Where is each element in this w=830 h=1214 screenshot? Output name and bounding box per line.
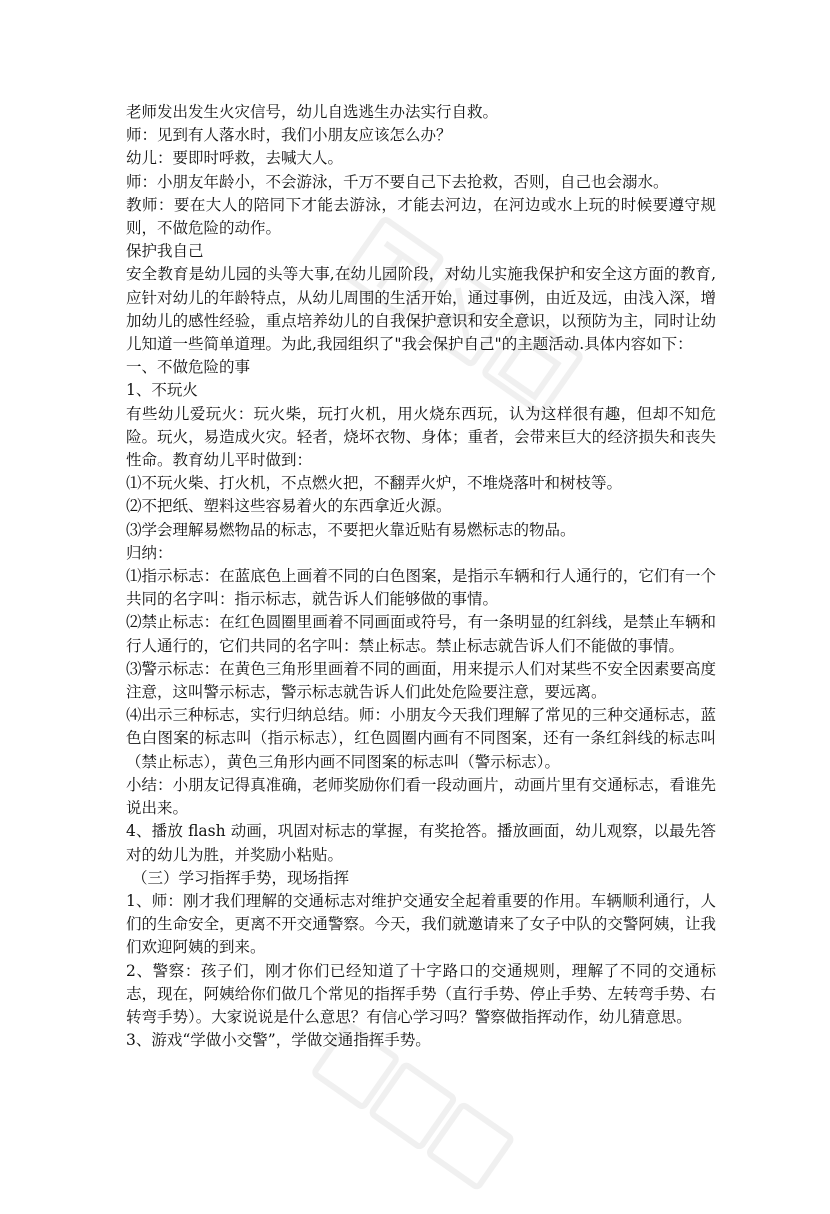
list-item: ⑶学会理解易燃物品的标志，不要把火靠近贴有易燃标志的物品。 [126,520,576,539]
list-item: ⑷出示三种标志，实行归纳总结。师：小朋友今天我们理解了常见的三种交通标志，蓝色白图案的标志叫（指示标志），红色圆圈内画有不同图案，还有一条红斜线的标志叫（禁止标志），黄色三角形内画不同图案的标志叫（警示标志）。 [126,706,716,771]
paragraph: 1、师：刚才我们理解的交通标志对维护交通安全起着重要的作用。车辆顺利通行，人们的生命安全，更离不开交通警察。今天，我们就邀请来了女子中队的交警阿姨，让我们欢迎阿姨的到来。 [126,891,716,957]
paragraph: 3、游戏“学做小交警”，学做交通指挥手势。 [126,1031,431,1050]
paragraph: 归纳： [126,543,173,562]
paragraph: 幼儿：要即时呼救，去喊大人。 [126,149,344,168]
list-item: ⑶警示标志：在黄色三角形里画着不同的画面，用来提示人们对某些不安全因素要高度注意，这叫警示标志，警示标志就告诉人们此处危险要注意，要远离。 [126,659,716,702]
paragraph: 师：见到有人落水时，我们小朋友应该怎么办？ [126,126,452,145]
paragraph: 小结：小朋友记得真准确，老师奖励你们看一段动画片，动画片里有交通标志，看谁先说出来。 [126,775,716,818]
section-heading: 一、不做危险的事 [126,358,251,377]
section-heading: （三）学习指挥手势，现场指挥 [132,868,350,887]
paragraph: 教师：要在大人的陪同下才能去游泳，才能去河边，在河边或水上玩的时候要遵守规则，不做危险的动作。 [126,195,716,238]
list-item: ⑵禁止标志：在红色圆圈里画着不同画面或符号，有一条明显的红斜线，是禁止车辆和行人通行的，它们共同的名字叫：禁止标志。禁止标志就告诉人们不能做的事情。 [126,613,716,655]
list-item: ⑴指示标志：在蓝底色上画着不同的白色图案，是指示车辆和行人通行的，它们有一个共同的名字叫：指示标志，就告诉人们能够做的事情。 [126,567,716,609]
document-body [126,101,716,1052]
list-item: ⑵不把纸、塑料这些容易着火的东西拿近火源。 [126,497,452,516]
paragraph: 有些幼儿爱玩火：玩火柴，玩打火机，用火烧东西玩，认为这样很有趣，但却不知危险。玩火，易造成火灾。轻者，烧坏衣物、身体；重者，会带来巨大的经济损失和丧失性命。教育幼儿平时做到： [126,404,716,470]
paragraph: 老师发出发生火灾信号，幼儿自选逃生办法实行自救。 [126,103,499,121]
subsection-heading: 1、不玩火 [126,381,198,400]
paragraph: 2、警察：孩子们，刚才你们已经知道了十字路口的交通规则，理解了不同的交通标志，现在，阿姨给你们做几个常见的指挥手势（直行手势、停止手势、左转弯手势、右转弯手势）。大家说说是什么意思？有信心学习吗？警察做指挥动作，幼儿猜意思。 [126,961,716,1026]
paragraph: 安全教育是幼儿园的头等大事,在幼儿园阶段，对幼儿实施我保护和安全这方面的教育,应针对幼儿的年龄特点，从幼儿周围的生活开始，通过事例，由近及远，由浅入深，增加幼儿的感性经验，重点培养幼儿的自我保护意识和安全意识，以预防为主，同时让幼儿知道一些简单道理。为此,我园组织了"我会保护自己"的主题活动.具体内容如下： [126,265,716,354]
paragraph: 4、播放 flash 动画，巩固对标志的掌握，有奖抢答。播放画面，幼儿观察，以最先答对的幼儿为胜，并奖励小粘贴。 [126,822,716,864]
list-item: ⑴不玩火柴、打火机，不点燃火把，不翻弄火炉，不堆烧落叶和树枝等。 [126,474,623,493]
paragraph: 师：小朋友年龄小，不会游泳，千万不要自己下去抢救，否则，自己也会溺水。 [126,172,669,191]
section-heading: 保护我自己 [126,242,204,261]
